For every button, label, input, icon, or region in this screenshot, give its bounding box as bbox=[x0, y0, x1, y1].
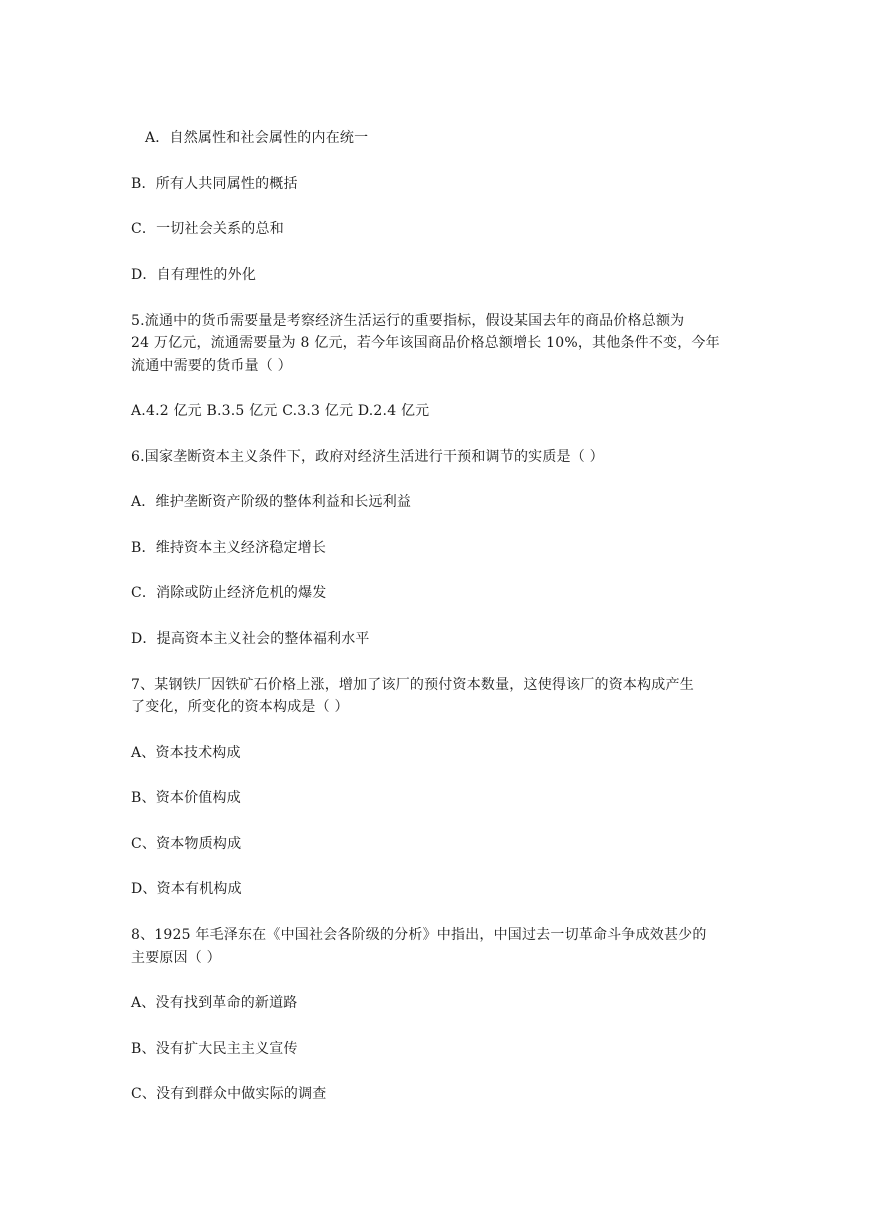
q8-option-a: A、没有找到革命的新道路 bbox=[131, 995, 298, 1011]
q5-stem-line-1: 5.流通中的货币需要量是考察经济生活运行的重要指标，假设某国去年的商品价格总额为 bbox=[131, 313, 685, 329]
q6-option-a: A．维护垄断资产阶级的整体利益和长远利益 bbox=[131, 494, 412, 510]
q4-option-b: B．所有人共同属性的概括 bbox=[131, 176, 298, 192]
q5-options: A.4.2 亿元 B.3.5 亿元 C.3.3 亿元 D.2.4 亿元 bbox=[131, 403, 430, 419]
q6-option-d: D．提高资本主义社会的整体福利水平 bbox=[131, 631, 370, 647]
q5-stem-line-3: 流通中需要的货币量（ ） bbox=[131, 358, 292, 374]
q4-option-d: D．自有理性的外化 bbox=[131, 267, 257, 283]
q8-option-c: C、没有到群众中做实际的调查 bbox=[131, 1086, 327, 1102]
q6-option-c: C．消除或防止经济危机的爆发 bbox=[131, 585, 327, 601]
q7-option-a: A、资本技术构成 bbox=[131, 745, 241, 761]
q6-option-b: B．维持资本主义经济稳定增长 bbox=[131, 540, 327, 556]
q8-stem-line-2: 主要原因（ ） bbox=[131, 950, 221, 966]
q7-option-b: B、资本价值构成 bbox=[131, 790, 241, 806]
q8-option-b: B、没有扩大民主主义宣传 bbox=[131, 1041, 298, 1057]
q5-stem-line-2: 24 万亿元，流通需要量为 8 亿元，若今年该国商品价格总额增长 10%，其他条件不变，今年 bbox=[131, 335, 720, 351]
q8-stem-line-1: 8、1925 年毛泽东在《中国社会各阶级的分析》中指出，中国过去一切革命斗争成效甚少的 bbox=[131, 927, 707, 943]
q7-stem-line-2: 了变化，所变化的资本构成是（ ） bbox=[131, 699, 349, 715]
q7-option-c: C、资本物质构成 bbox=[131, 836, 242, 852]
q4-option-c: C．一切社会关系的总和 bbox=[131, 221, 284, 237]
q4-option-a: A．自然属性和社会属性的内在统一 bbox=[145, 130, 369, 146]
q7-option-d: D、资本有机构成 bbox=[131, 881, 242, 897]
q7-stem-line-1: 7、某钢铁厂因铁矿石价格上涨，增加了该厂的预付资本数量，这使得该厂的资本构成产生 bbox=[131, 677, 694, 693]
q6-stem: 6.国家垄断资本主义条件下，政府对经济生活进行干预和调节的实质是（ ） bbox=[131, 449, 604, 465]
